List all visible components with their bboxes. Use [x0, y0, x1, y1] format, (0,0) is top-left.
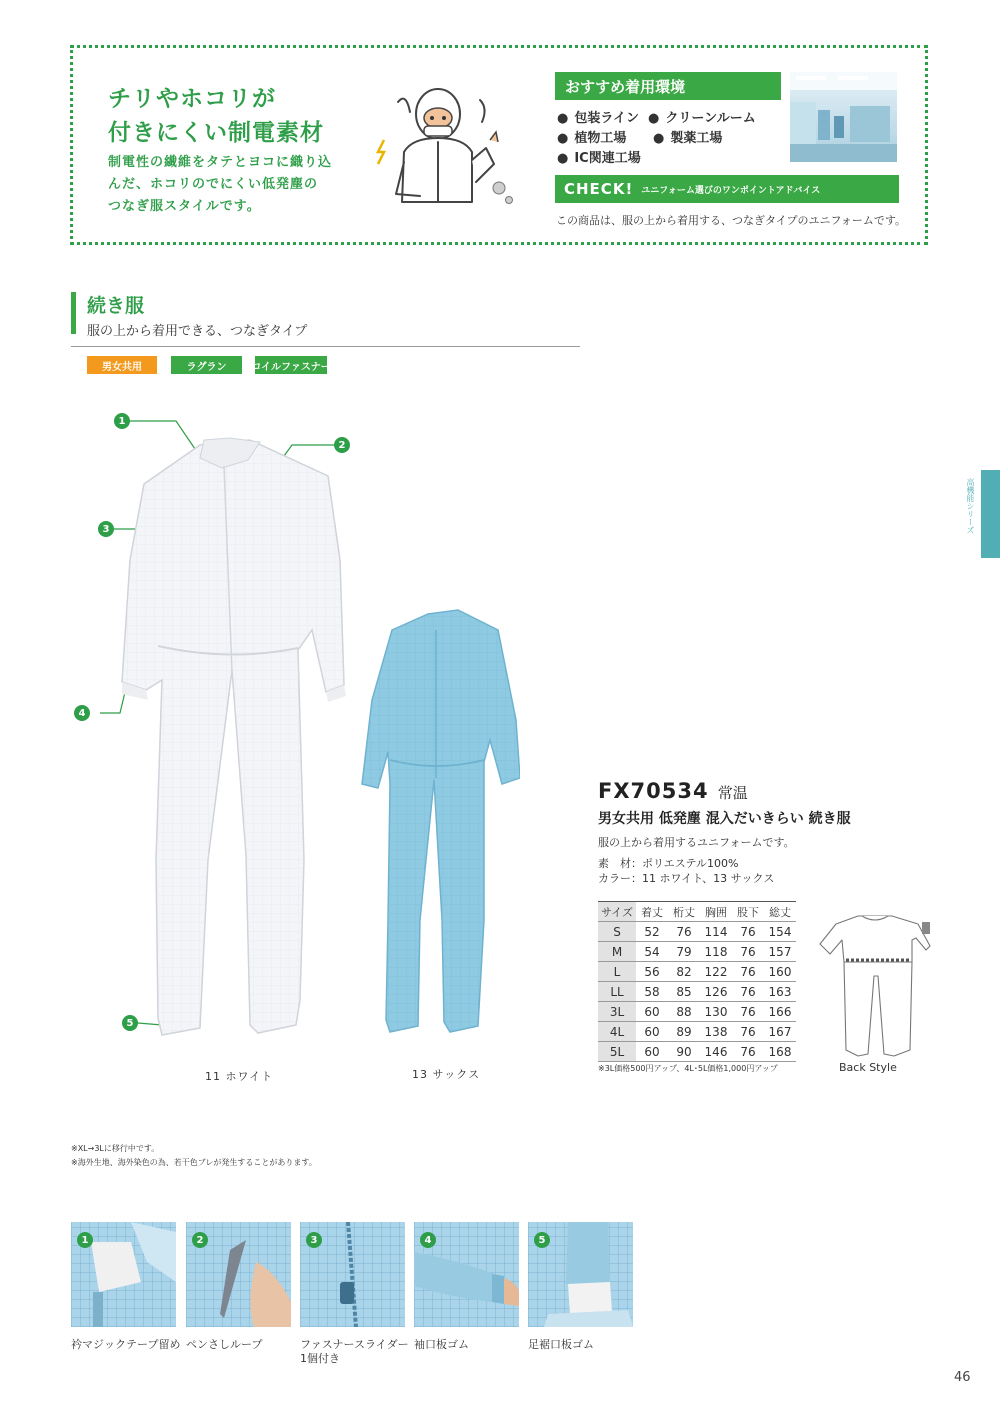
recommended-environment-title: おすすめ着用環境	[555, 72, 781, 100]
value-cell: 90	[668, 1042, 700, 1062]
value-cell: 138	[700, 1022, 732, 1042]
table-row	[598, 982, 796, 1002]
detail-photo-3	[300, 1222, 405, 1327]
note-1: ※XL→3Lに移行中です。	[71, 1144, 160, 1153]
header-chest: 胸囲	[700, 902, 732, 922]
env-item-pharma-factory: ● 製薬工場	[653, 127, 722, 146]
value-cell: 168	[764, 1042, 796, 1062]
detail-label-5: 足裾口板ゴム	[528, 1338, 594, 1351]
detail-photo-5	[528, 1222, 633, 1327]
product-code-line	[598, 779, 748, 803]
header-size: サイズ	[598, 902, 636, 922]
detail-photo-1	[71, 1222, 176, 1327]
product-temp: 常温	[717, 784, 748, 802]
coverall-images	[100, 400, 520, 1050]
callout-marker-5: 5	[122, 1015, 138, 1031]
detail-marker-5: 5	[534, 1232, 550, 1248]
value-cell: 126	[700, 982, 732, 1002]
header-total: 総丈	[764, 902, 796, 922]
size-cell: 3L	[598, 1002, 636, 1022]
description-line-2: んだ、ホコリのでにくい低発塵の	[108, 177, 319, 192]
env-item-packaging-line: ● 包装ライン	[557, 107, 639, 126]
env-item-ic-factory: ● IC関連工場	[557, 147, 641, 166]
callout-marker-1: 1	[114, 413, 130, 429]
check-text: この商品は、服の上から着用する、つなぎタイプのユニフォームです。	[556, 214, 907, 227]
detail-label-4: 袖口板ゴム	[414, 1338, 469, 1351]
value-cell: 166	[764, 1002, 796, 1022]
sax-coverall	[362, 610, 520, 1032]
value-cell: 118	[700, 942, 732, 962]
section-title: 続き服	[87, 295, 145, 317]
white-coverall	[122, 438, 346, 1035]
white-color-label: 11 ホワイト	[205, 1070, 274, 1083]
value-cell: 146	[700, 1042, 732, 1062]
detail-marker-4: 4	[420, 1232, 436, 1248]
tag-raglan: ラグラン	[171, 356, 242, 374]
product-description: 服の上から着用するユニフォームです。	[598, 836, 795, 849]
env-item-plant-factory: ● 植物工場	[557, 127, 626, 146]
value-cell: 76	[732, 942, 764, 962]
detail-marker-3: 3	[306, 1232, 322, 1248]
clean-room-photo	[790, 72, 897, 162]
detail-marker-1: 1	[77, 1232, 93, 1248]
value-cell: 85	[668, 982, 700, 1002]
value-cell: 157	[764, 942, 796, 962]
value-cell: 76	[732, 962, 764, 982]
callout-marker-2: 2	[334, 437, 350, 453]
value-cell: 52	[636, 922, 668, 942]
size-cell: LL	[598, 982, 636, 1002]
value-cell: 76	[732, 922, 764, 942]
value-cell: 167	[764, 1022, 796, 1042]
table-row	[598, 962, 796, 982]
size-cell: 5L	[598, 1042, 636, 1062]
size-cell: M	[598, 942, 636, 962]
value-cell: 60	[636, 1042, 668, 1062]
value-cell: 76	[732, 1022, 764, 1042]
headline-line-1: チリやホコリが	[108, 86, 276, 112]
tag-coil-zipper: コイルファスナー	[255, 356, 327, 374]
value-cell: 79	[668, 942, 700, 962]
value-cell: 58	[636, 982, 668, 1002]
value-cell: 56	[636, 962, 668, 982]
callout-marker-4: 4	[74, 705, 90, 721]
headline-line-2: 付きにくい制電素材	[108, 120, 324, 146]
detail-label-3: ファスナースライダー	[300, 1338, 409, 1351]
value-cell: 76	[732, 1002, 764, 1022]
callout-marker-3: 3	[98, 521, 114, 537]
check-title: CHECK!	[564, 180, 634, 198]
product-material: 素 材：ポリエステル100%	[598, 857, 739, 870]
series-side-tab	[981, 470, 1000, 558]
value-cell: 76	[732, 1042, 764, 1062]
product-name: 男女共用 低発塵 混入だいきらい 続き服	[598, 811, 851, 827]
size-cell: S	[598, 922, 636, 942]
value-cell: 130	[700, 1002, 732, 1022]
value-cell: 154	[764, 922, 796, 942]
size-cell: L	[598, 962, 636, 982]
value-cell: 122	[700, 962, 732, 982]
header-length: 着丈	[636, 902, 668, 922]
env-item-clean-room: ● クリーンルーム	[648, 107, 756, 126]
detail-marker-2: 2	[192, 1232, 208, 1248]
product-code: FX70534	[598, 779, 709, 803]
detail-label-2: ペンさしループ	[186, 1338, 263, 1351]
value-cell: 89	[668, 1022, 700, 1042]
note-2: ※海外生地、海外染色の為、若干色ブレが発生することがあります。	[71, 1158, 317, 1167]
table-row	[598, 942, 796, 962]
header-sleeve: 桁丈	[668, 902, 700, 922]
product-colors: カラー：11 ホワイト、13 サックス	[598, 872, 775, 885]
detail-label-3-line-2: 1個付き	[300, 1352, 340, 1365]
value-cell: 114	[700, 922, 732, 942]
page-number: 46	[954, 1370, 971, 1385]
size-table-header	[598, 902, 796, 922]
value-cell: 60	[636, 1002, 668, 1022]
description-line-3: つなぎ服スタイルです。	[108, 199, 261, 214]
size-table	[598, 901, 796, 1062]
check-subtitle: ユニフォーム選びのワンポイントアドバイス	[641, 185, 821, 196]
series-side-label: 高機能シリーズ	[966, 478, 975, 534]
section-divider	[71, 346, 580, 347]
detail-photo-4	[414, 1222, 519, 1327]
detail-label-1: 衿マジックテープ留め	[71, 1338, 181, 1351]
value-cell: 60	[636, 1022, 668, 1042]
value-cell: 88	[668, 1002, 700, 1022]
tag-unisex: 男女共用	[87, 356, 157, 374]
value-cell: 54	[636, 942, 668, 962]
header-inseam: 股下	[732, 902, 764, 922]
table-row	[598, 1002, 796, 1022]
size-cell: 4L	[598, 1022, 636, 1042]
worker-illustration-icon	[372, 82, 522, 212]
value-cell: 163	[764, 982, 796, 1002]
detail-photo-2	[186, 1222, 291, 1327]
table-row	[598, 922, 796, 942]
price-note: ※3L価格500円アップ、4L･5L価格1,000円アップ	[598, 1064, 778, 1073]
value-cell: 76	[668, 922, 700, 942]
sax-color-label: 13 サックス	[412, 1068, 481, 1081]
table-row	[598, 1042, 796, 1062]
back-style-label: Back Style	[839, 1061, 897, 1074]
value-cell: 160	[764, 962, 796, 982]
section-accent-bar	[71, 292, 76, 334]
back-style-drawing	[818, 910, 933, 1062]
section-subtitle: 服の上から着用できる、つなぎタイプ	[87, 324, 308, 339]
description-line-1: 制電性の繊維をタテとヨコに織り込	[108, 155, 333, 170]
table-row	[598, 1022, 796, 1042]
value-cell: 82	[668, 962, 700, 982]
check-bar	[555, 175, 899, 203]
value-cell: 76	[732, 982, 764, 1002]
